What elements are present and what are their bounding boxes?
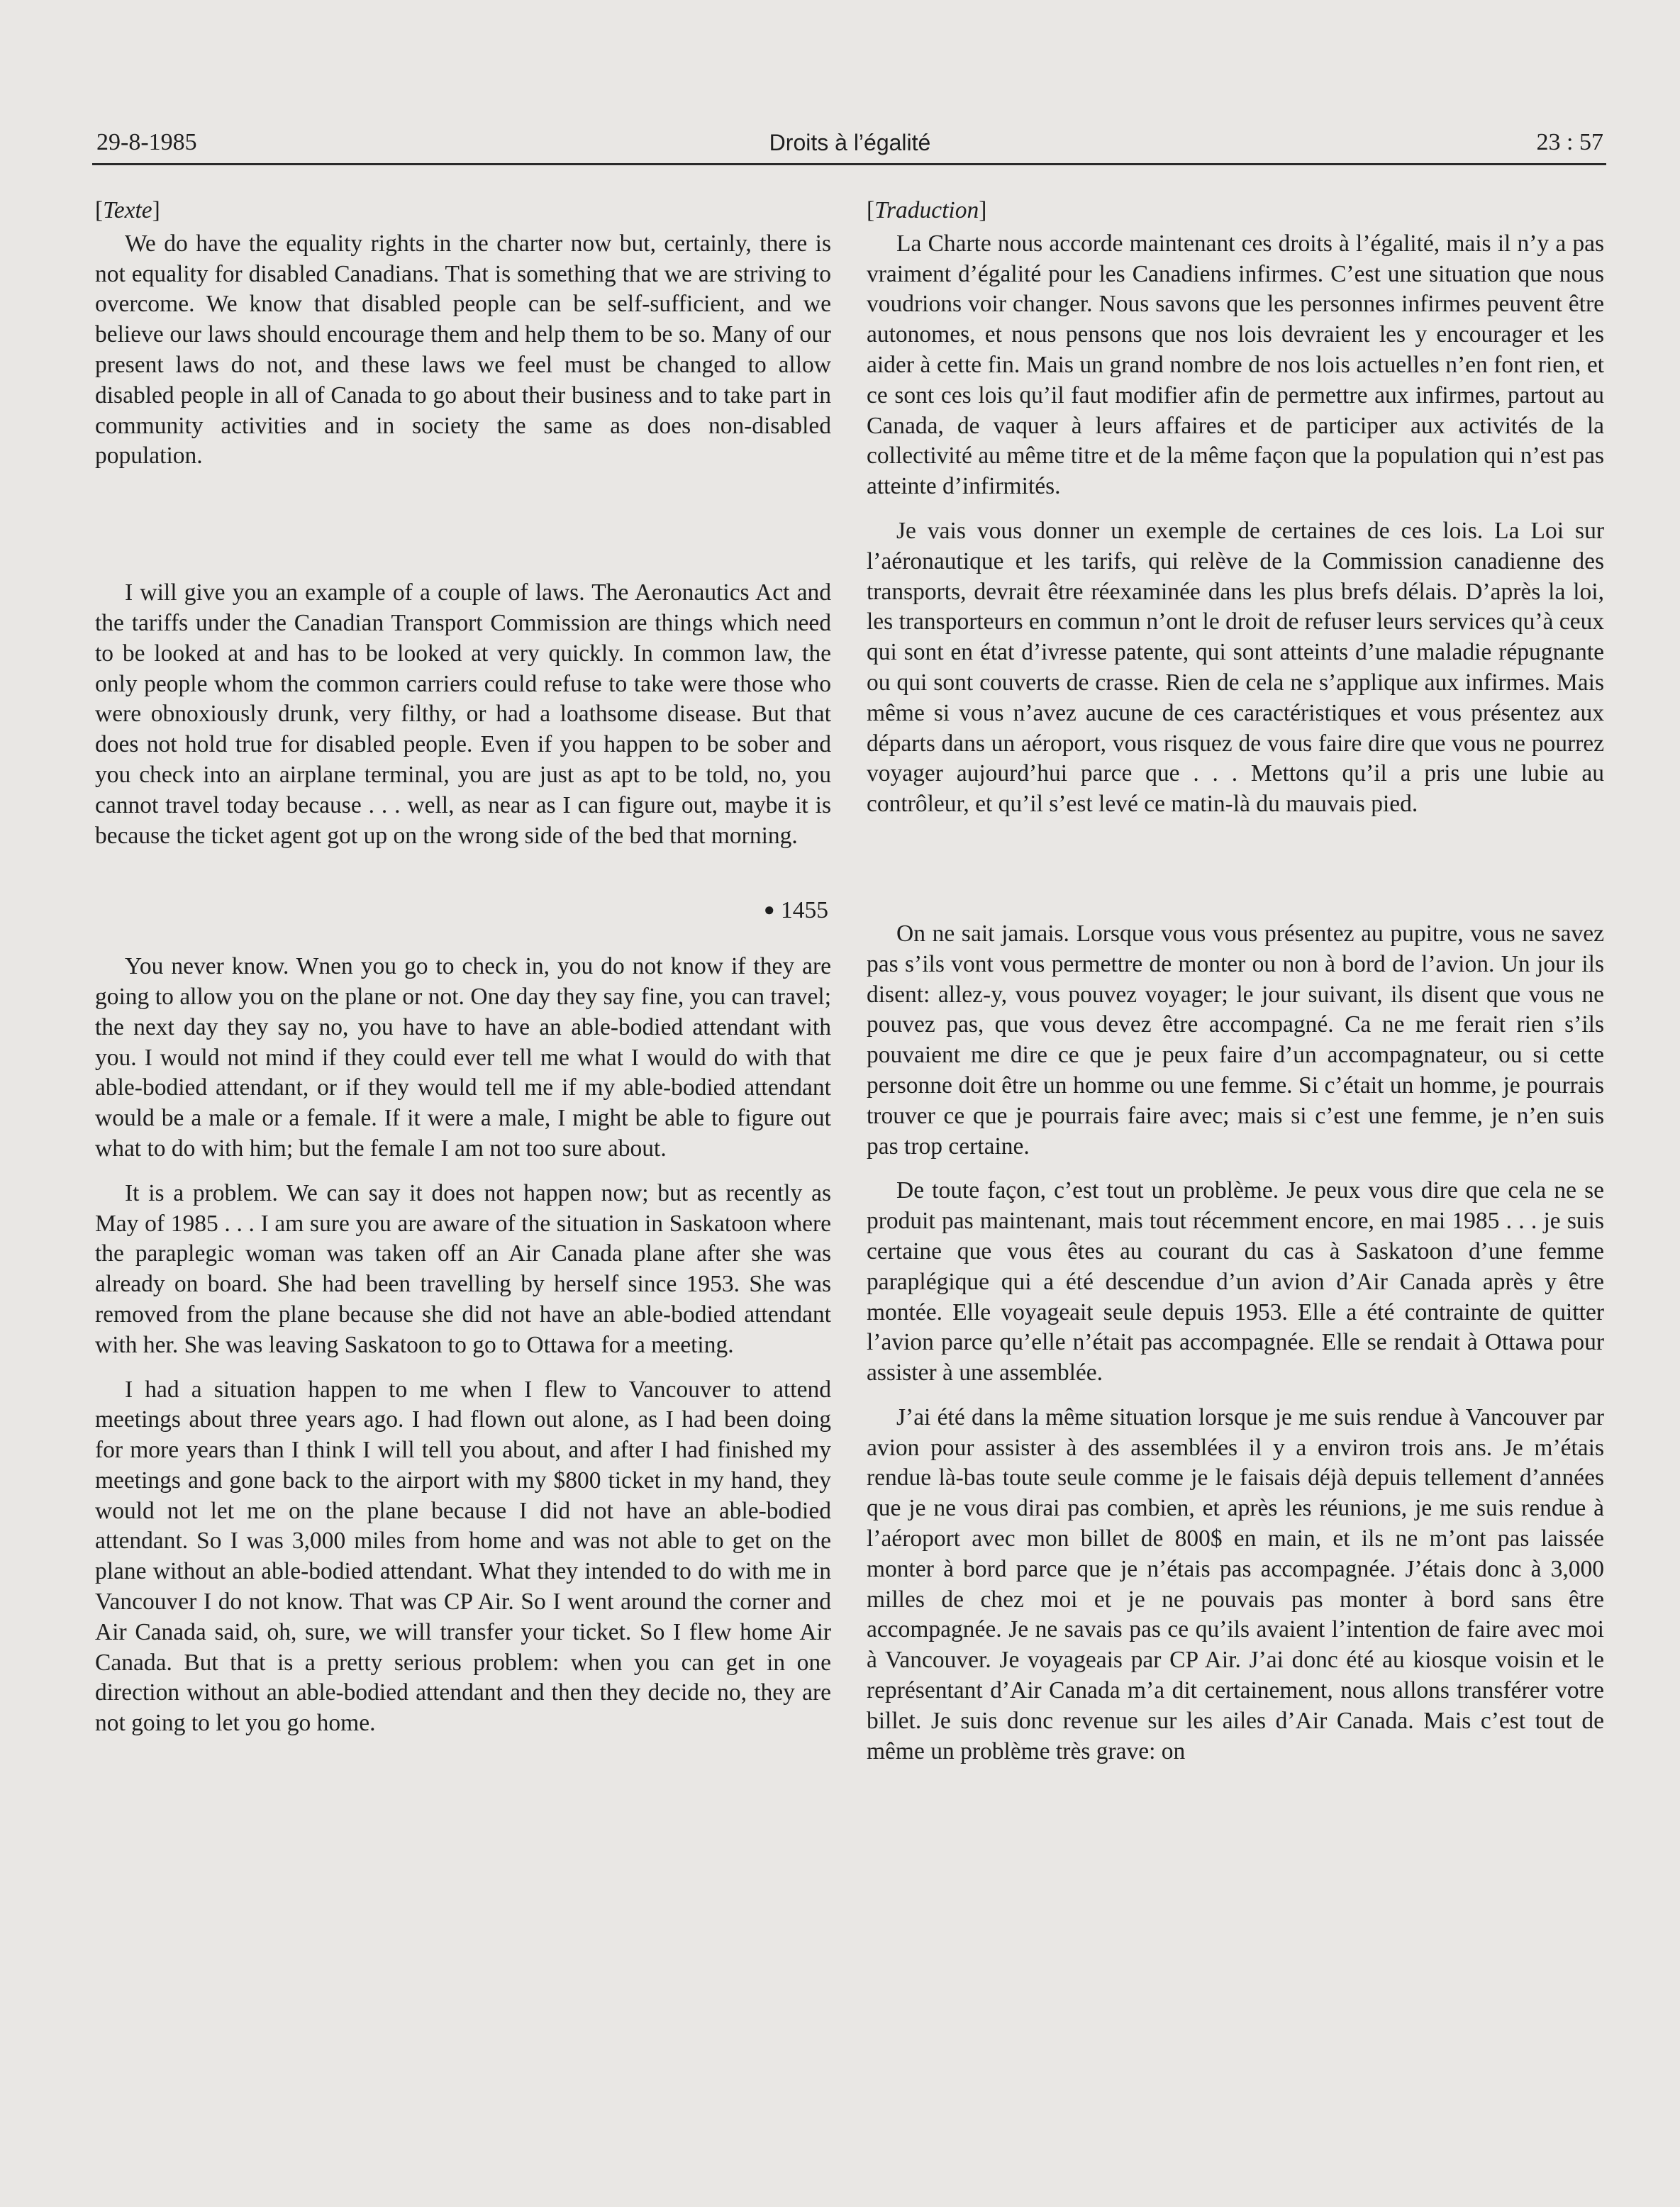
right-paragraph-5: J’ai été dans la même situation lorsque je me suis rendue à Vancouver par avion pour assister à des assemblées il y a environ trois ans. Je m’étais rendue là-bas toute seule comme je le faisais déjà depuis tellement d’années que je ne vous dirai pas combien, et après les réunions, je me suis rendue à l’aéroport avec mon billet de 800$ en main, et ils ne m’ont pas laissée monter à bord parce que je n’étais pas accompagnée. J’étais donc à 3,000 milles de chez moi et je ne pouvais pas monter à bord sans être accompagnée. Je ne savais pas ce qu’ils avaient l’intention de faire avec moi à Vancouver. Je voyageais par CP Air. J’ai donc été au kiosque voisin et le représentant d’Air Canada m’a dit certainement, nous allons transférer votre billet. Je suis donc revenue sur les ailes d’Air Canada. Mais c’est tout de même un problème très grave: on	[867, 1403, 1604, 1764]
left-column-tag: [Texte]	[95, 197, 160, 223]
time-marker: ● 1455	[763, 897, 828, 924]
header-date: 29-8-1985	[96, 129, 197, 155]
time-marker-value: 1455	[781, 897, 828, 924]
right-column-tag: [Traduction]	[867, 197, 987, 223]
left-paragraph-5: I had a situation happen to me when I flew to Vancouver to attend meetings about three years ago. I had flown out alone, as I had been doing for more years than I think I will tell you about, and after I had finished my meetings and gone back to the airport with my $800 ticket in my hand, they would not let me on the plane because I did not have an able-bodied attendant. So I was 3,000 miles from home and was not able to get on the plane without an able-bodied attendant. What they intended to do with me in Vancouver I do not know. That was CP Air. So I went around the corner and Air Canada said, oh, sure, we will transfer your ticket. So I flew home Air Canada. But that is a pretty serious problem: when you can get in one direction without an able-bodied attendant and then they decide no, they are not going to let you go home.	[95, 1376, 831, 1737]
right-paragraph-1: La Charte nous accorde maintenant ces droits à l’égalité, mais il n’y a pas vraiment d’égalité pour les Canadiens infirmes. C’est une situation que nous voudrions voir changer. Nous savons que les personnes infirmes peuvent être autonomes, et nous pensons que nos lois devraient les y encourager et les aider à cette fin. Mais un grand nombre de nos lois actuelles n’en font rien, et ce sont ces lois qu’il faut modifier afin de permettre aux infirmes, partout au Canada, de vaquer à leurs affaires et de participer aux activités de la collectivité au même titre et de la même façon que la population qui n’est pas atteinte d’infirmités.	[867, 230, 1604, 500]
right-paragraph-3: On ne sait jamais. Lorsque vous vous présentez au pupitre, vous ne savez pas s’ils vont vous permettre de monter ou non à bord de l’avion. Un jour ils disent: allez-y, vous pouvez voyager; le jour suivant, ils disent que vous ne pouvez pas, que vous devez être accompagné. Ca ne me ferait rien s’ils pouvaient me dire ce que je peux faire d’un accompagnateur, ou si cette personne doit être un homme ou une femme. Si c’était un homme, je pourrais trouver ce que je pourrais faire avec; mais si c’est une femme, je n’en suis pas trop certaine.	[867, 920, 1604, 1160]
left-paragraph-3: You never know. Wnen you go to check in, you do not know if they are going to allow you on the plane or not. One day they say fine, you can travel; the next day they say no, you have to have an able-bodied attendant with you. I would not mind if they could ever tell me what I would do with that able-bodied attendant, or if they would tell me if my able-bodied attendant would be a male or a female. If it were a male, I might be able to figure out what to do with him; but the female I am not too sure about.	[95, 953, 831, 1162]
header-title: Droits à l’égalité	[769, 130, 931, 155]
header-rule	[92, 163, 1606, 165]
right-column-french	[867, 196, 1604, 1767]
header-page-number: 23 : 57	[1536, 129, 1603, 155]
left-paragraph-2: I will give you an example of a couple of laws. The Aeronautics Act and the tariffs under the Canadian Transport Commission are things which need to be looked at and has to be looked at very quickly. In common law, the only people whom the common carriers could refuse to take were those who were obnoxiously drunk, very filthy, or had a loathsome disease. But that does not hold true for disabled people. Even if you happen to be sober and you check into an airplane terminal, you are just as apt to be told, no, you cannot travel today because . . . well, as near as I can figure out, maybe it is because the ticket agent got up on the wrong side of the bed that morning.	[95, 579, 831, 849]
right-paragraph-4: De toute façon, c’est tout un problème. Je peux vous dire que cela ne se produit pas maintenant, mais tout récemment encore, en mai 1985 . . . je suis certaine que vous êtes au courant du cas à Saskatoon d’une femme paraplégique qui a été descendue d’un avion d’Air Canada après y être montée. Elle voyageait seule depuis 1953. Elle a été contrainte de quitter l’avion parce qu’elle n’était pas accompagnée. Elle se rendait à Ottawa pour assister à une assemblée.	[867, 1177, 1604, 1386]
right-paragraph-2: Je vais vous donner un exemple de certaines de ces lois. La Loi sur l’aéronautique et les tarifs, qui relève de la Commission canadienne des transports, devrait être réexaminée dans les plus brefs délais. D’après la loi, les transporteurs en commun n’ont le droit de refuser leurs services qu’à ceux qui sont en état d’ivresse patente, qui sont atteints d’une maladie répugnante ou qui sont couverts de crasse. Rien de cela ne s’applique aux infirmes. Mais même si vous n’avez aucune de ces caractéristiques et vous présentez aux départs dans un aéroport, vous risquez de vous faire dire que vous ne pourrez voyager aujourd’hui parce que . . . Mettons qu’il a pris une lubie au contrôleur, et qu’il s’est levé ce matin-là du mauvais pied.	[867, 517, 1605, 818]
page-header	[96, 125, 1603, 160]
left-paragraph-4: It is a problem. We can say it does not happen now; but as recently as May of 1985 . . . I am sure you are aware of the situation in Saskatoon where the paraplegic woman was taken off an Air Canada plane after she was already on board. She had been travelling by herself since 1953. She was removed from the plane because she did not have an able-bodied attendant with her. She was leaving Saskatoon to go to Ottawa for a meeting.	[95, 1179, 831, 1358]
left-paragraph-1: We do have the equality rights in the charter now but, certainly, there is not equality for disabled Canadians. That is something that we are striving to overcome. We know that disabled people can be self-sufficient, and we believe our laws should encourage them and help them to be so. Many of our present laws do not, and these laws we feel must be changed to allow disabled people in all of Canada to go about their business and to take part in community activities and in society the same as does non-disabled population.	[95, 230, 831, 469]
left-column-english	[95, 196, 831, 1739]
